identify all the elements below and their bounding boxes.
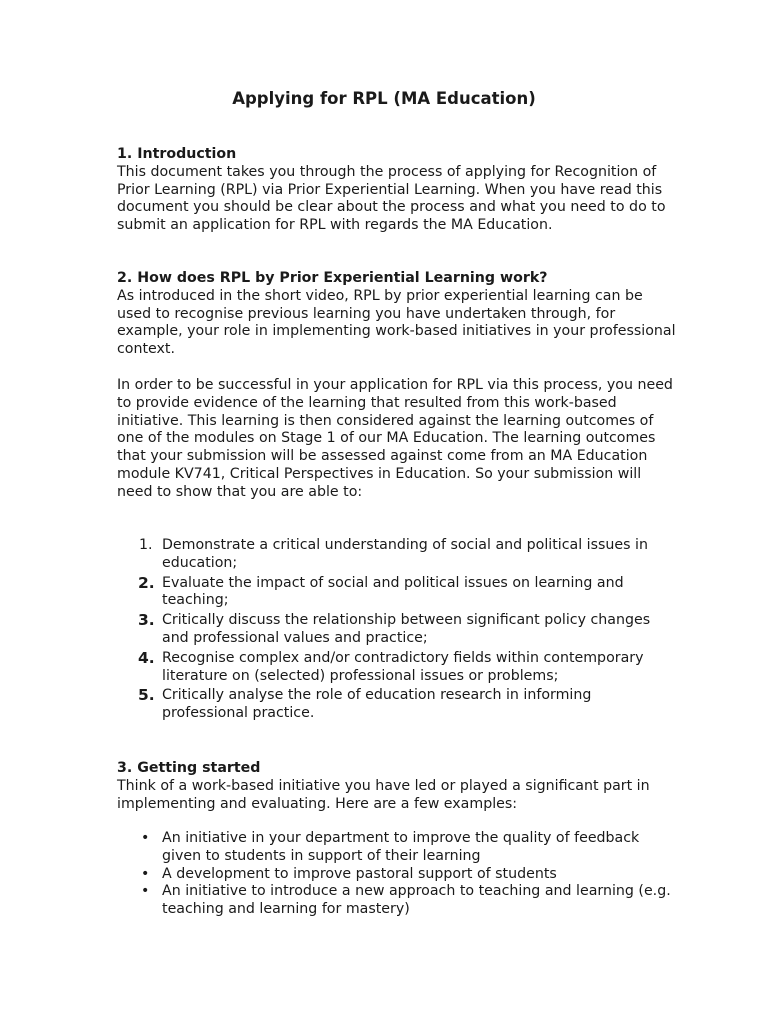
section-heading-how-rpl-works: 2. How does RPL by Prior Experiential Learning work? bbox=[117, 270, 548, 286]
example-item bbox=[117, 883, 677, 919]
bullet-icon: • bbox=[141, 830, 150, 846]
learning-outcome-text: Demonstrate a critical understanding of social and political issues in education; bbox=[162, 537, 648, 571]
learning-outcome-text: Recognise complex and/or contradictory fields within contemporary literature on (selected) professional issues or problems; bbox=[162, 649, 644, 684]
introduction-paragraph: This document takes you through the process of applying for Recognition of Prior Learning (RPL) via Prior Experiential Learning. When you have read this document you should be clear about the process and what you need to do to submit an application for RPL with regards the MA Education. bbox=[117, 163, 666, 234]
document-title: Applying for RPL (MA Education) bbox=[232, 89, 536, 108]
how-rpl-paragraph-1: As introduced in the short video, RPL by prior experiential learning can be used to recognise previous learning you have undertaken through, for example, your role in implementing work-based initiatives in your professional context. bbox=[117, 287, 676, 358]
section-how-rpl-works bbox=[117, 270, 677, 359]
examples-list bbox=[117, 830, 677, 919]
section-getting-started bbox=[117, 760, 677, 813]
learning-outcome-number: 3. bbox=[138, 611, 155, 630]
learning-outcome-text: Critically discuss the relationship between significant policy changes and professional values and practice; bbox=[162, 612, 651, 646]
example-text: An initiative to introduce a new approach to teaching and learning (e.g. teaching and learning for mastery) bbox=[162, 883, 671, 918]
learning-outcome-number: 5. bbox=[138, 686, 155, 705]
learning-outcome-item bbox=[117, 650, 677, 686]
learning-outcome-text: Evaluate the impact of social and political issues on learning and teaching; bbox=[162, 574, 624, 609]
learning-outcomes-list bbox=[117, 537, 677, 723]
learning-outcome-item bbox=[117, 537, 677, 573]
learning-outcome-item bbox=[117, 612, 677, 648]
bullet-icon: • bbox=[141, 865, 150, 882]
section-how-rpl-works-continued bbox=[117, 377, 677, 502]
example-text: An initiative in your department to improve the quality of feedback given to students in support of their learning bbox=[162, 830, 640, 864]
example-item bbox=[117, 866, 677, 884]
example-text: A development to improve pastoral support of students bbox=[162, 865, 557, 882]
learning-outcome-item bbox=[117, 687, 677, 723]
bullet-icon: • bbox=[141, 883, 150, 900]
section-heading-introduction: 1. Introduction bbox=[117, 146, 237, 162]
example-item bbox=[117, 830, 677, 866]
getting-started-paragraph: Think of a work-based initiative you have led or played a significant part in implementing and evaluating. Here are a few examples: bbox=[117, 777, 650, 812]
learning-outcome-number: 1. bbox=[139, 537, 153, 553]
section-introduction bbox=[117, 146, 677, 235]
section-heading-getting-started: 3. Getting started bbox=[117, 760, 261, 776]
learning-outcome-item bbox=[117, 575, 677, 611]
learning-outcome-number: 4. bbox=[138, 648, 155, 667]
how-rpl-paragraph-2: In order to be successful in your application for RPL via this process, you need to provide evidence of the learning that resulted from this work-based initiative. This learning is then considered against the learning outcomes of one of the modules on Stage 1 of our MA Education. The learning outcomes that your submission will be assessed against come from an MA Education module KV741, Critical Perspectives in Education. So your submission will need to show that you are able to: bbox=[117, 377, 673, 500]
learning-outcome-text: Critically analyse the role of education research in informing professional practice. bbox=[162, 687, 592, 722]
learning-outcome-number: 2. bbox=[138, 573, 155, 592]
